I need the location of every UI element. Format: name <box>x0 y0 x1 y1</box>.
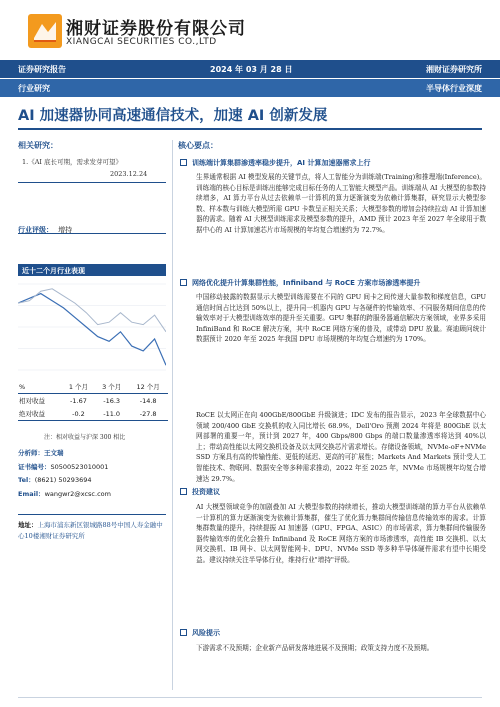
report-category: 行业研究 <box>18 84 50 93</box>
section-paragraph: AI 大模型领域竞争的加剧叠加 AI 大模型参数的持续增长，推动大模型训练端的算力平台从依赖单一计算机的算力逐渐演变为依赖计算集群，催生了优化算力集群间传输信息传输效率的需求。计算集群数量的提升，持续提振 AI 加速器（GPU、FPGA、ASIC）的市场需求，算力集群间传输服务器传输效率的优化会推升 Infiniband 及 RoCE 网络方案的市场渗透率，高性能 IB 交换机、以太网交换机、IB 网卡、以太网智能网卡、DPU、NVMe SSD 等多种半导体硬件需求有望中长期受益。建议持续关注半导体行业，维持行业"增持"评级。 <box>196 503 486 564</box>
rating-value: 增持 <box>58 226 73 234</box>
analyst-name: 王文瑞 <box>44 449 64 457</box>
checkbox-bullet-icon <box>180 629 187 636</box>
company-logo-icon <box>28 14 62 48</box>
analyst-name-line <box>18 448 166 457</box>
table-header-cell: 1 个月 <box>62 380 95 394</box>
sidebar-divider <box>18 514 166 515</box>
report-title: AI 加速器协同高速通信技术，加速 AI 创新发展 <box>18 108 328 124</box>
section-heading: 投资建议 <box>180 487 220 497</box>
report-subcategory: 半导体行业深度 <box>426 84 482 93</box>
tel-number: (8621) 50293694 <box>34 476 92 484</box>
performance-table <box>18 380 168 421</box>
performance-line-chart <box>18 278 166 376</box>
report-date: 2024 年 03 月 28 日 <box>210 65 293 74</box>
report-type: 证券研究报告 <box>18 65 66 74</box>
tel-label: Tel： <box>18 476 35 484</box>
table-cell: -11.0 <box>95 407 128 421</box>
table-row <box>18 394 168 408</box>
table-cell: -0.2 <box>62 407 95 421</box>
core-points-heading: 核心要点： <box>178 141 218 150</box>
analyst-label: 分析师： <box>18 449 44 457</box>
table-cell: -16.3 <box>103 396 121 405</box>
section-heading: 网络优化提升计算集群性能，Infiniband 与 RoCE 方案市场渗透率提升 <box>180 278 420 288</box>
sidebar-divider <box>18 182 166 183</box>
section-paragraph: RoCE 以太网正在向 400GbE/800GbE 升级演进；IDC 发布的报告显示，2023 年全球数据中心领域 200/400 GbE 交换机的收入同比增长 68.9%，Dell'Oro 预测 2024 年将是 800GbE 以太网部署的重要一年，预计到 2027 年，400 Gbps/800 Gbps 的端口数量渗透率将达到 40%以上；带动高性能以太网交换机设备及以太网交换芯片需求增长。存储设备领域，NVMe-oF+NVMe SSD 方案具有高的传输性能、更低的延迟、更高的可扩展性；Markets And Markets 预计受人工智能技术、物联网、数据安全等多种需求推动，2022 年至 2025 年，NVMe 市场规模年均复合增速达 29.7%。 <box>196 411 486 483</box>
cert-label: 证书编号： <box>18 462 51 471</box>
section-paragraph: 生界通常根据 AI 模型发展的关键节点，将人工智能分为训练端(Training)和推理端(Inference)。训练端的核心目标是训练出能够完成目标任务的人工智能大模型产品。训练端从 AI 大模型的参数持续增多，AI 算力平台从过去依赖单一计算机的算力逐渐演变为依赖计算集群，研究显示大模型参数、样本数与训练大模型所需 GPU 卡数呈正相关关系；大模型参数的增加会持续拉动 AI 计算加速器的需求。随着 AI 大模型训练需求及模型参数的提升，AMD 预计 2023 年至 2027 年全球用于数据中心的 AI 计算加速芯片市场规模的年均复合增速约为 72.7%。 <box>196 173 486 234</box>
email-address[interactable]: wangwr2@xcsc.com <box>44 489 111 498</box>
table-cell: -14.8 <box>139 396 157 405</box>
analyst-email-line <box>18 489 166 498</box>
section-heading: 风险提示 <box>180 628 220 638</box>
address-label: 地址： <box>18 521 38 529</box>
section-paragraph: 中国移动披露的数据显示大模型训练需要在不同的 GPU 间卡之间传递大量参数和梯度信息，GPU 通信时间占比达到 50%以上，提升同一机器内 GPU 与各硬件的传输效率、不同服务期间信息的传输效率对于大模型训练效率的提升至关重要。GPU 集群的跨服务器通信解决方案领域，业界多采用 InfiniBand 和 RoCE 解决方案，其中 RoCE 网络方案的普及，或带动 DPU 放量。赛迪顾问统计数据预计 2020 年至 2025 年我国 DPU 市场规模的年均复合增速约为 170%。 <box>196 293 486 344</box>
table-note: 注：相对收益与沪深 300 相比 <box>44 434 126 441</box>
sidebar-divider <box>18 233 166 234</box>
table-cell: -1.67 <box>70 396 87 405</box>
rating-label: 行业评级： <box>18 226 53 234</box>
footer-divider <box>18 697 482 698</box>
cert-number: S0500523010001 <box>50 462 109 471</box>
column-divider <box>172 140 173 690</box>
table-cell: -27.8 <box>128 407 168 421</box>
related-research-heading: 相关研究： <box>18 141 58 150</box>
address-text: 上海市浦东新区银城路88号中国人寿金融中心10楼湘财证券研究所 <box>18 521 163 540</box>
section-paragraph: 下游需求不及预期；企业新产品研发落地进展不及预期；政策支持力度不及预期。 <box>196 644 434 652</box>
report-category-bar <box>0 79 500 97</box>
email-label: Email： <box>18 489 45 498</box>
table-row <box>18 407 168 421</box>
table-header-cell: 3 个月 <box>95 380 128 394</box>
analyst-cert-line <box>18 462 166 471</box>
row-label: 相对收益 <box>19 397 45 405</box>
related-research-date: 2023.12.24 <box>110 170 148 178</box>
company-name-cn: 湘财证券股份有限公司 <box>66 19 246 39</box>
analyst-tel-line <box>18 475 166 484</box>
checkbox-bullet-icon <box>180 279 187 286</box>
analyst-info <box>18 448 166 502</box>
table-header-cell: % <box>18 380 62 394</box>
report-header <box>0 0 500 58</box>
checkbox-bullet-icon <box>180 488 187 495</box>
chart-series-line <box>18 294 166 366</box>
address-block <box>18 520 166 542</box>
table-header-cell: 12 个月 <box>128 380 168 394</box>
institute-name: 湘财证券研究所 <box>426 65 482 74</box>
performance-title: 近十二个月行业表现 <box>18 264 166 276</box>
checkbox-bullet-icon <box>180 159 187 166</box>
title-divider <box>18 128 482 130</box>
company-name-en: XIANGCAI SECURITIES CO.,LTD <box>66 37 217 47</box>
chart-series-line <box>18 289 166 332</box>
table-header-row <box>18 380 168 394</box>
section-heading: 训练端计算集群渗透率稳步提升，AI 计算加速器需求上行 <box>180 158 370 168</box>
related-research-item[interactable]: 1.《AI 底长可期，需求发芽可望》 <box>22 158 123 166</box>
row-label: 绝对收益 <box>18 407 62 421</box>
report-info-bar <box>0 60 500 78</box>
